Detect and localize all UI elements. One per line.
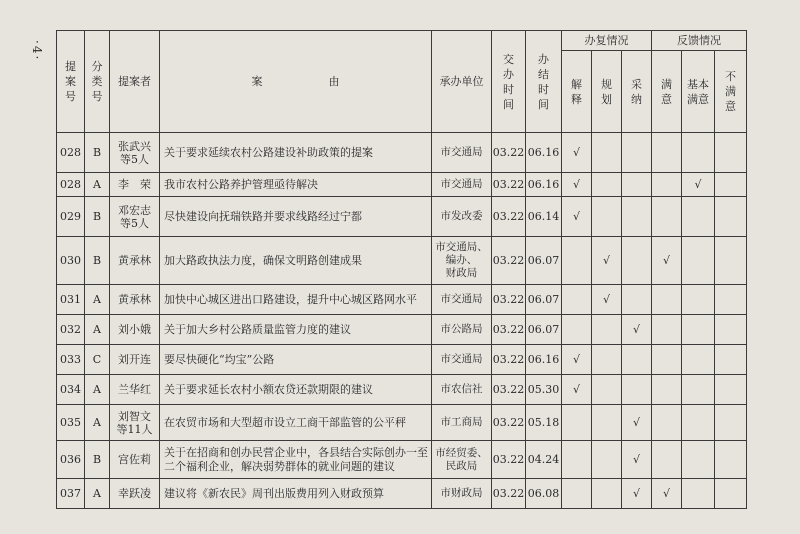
check-cell [622, 345, 652, 375]
check-cell [715, 197, 747, 237]
check-cell [682, 345, 715, 375]
proposer-cell: 宫佐莉 [110, 441, 160, 479]
check-cell [652, 197, 682, 237]
check-cell [562, 237, 592, 285]
date-done-cell: 06.14 [526, 197, 562, 237]
date-received-cell: 03.22 [492, 375, 526, 405]
table-row [57, 405, 747, 441]
header-handling-group: 办复情况 [562, 31, 652, 51]
proposal-no-cell: 028 [57, 173, 85, 197]
unit-cell: 市公路局 [432, 315, 492, 345]
unit-cell: 市经贸委、 民政局 [432, 441, 492, 479]
check-cell [622, 285, 652, 315]
date-done-cell: 05.30 [526, 375, 562, 405]
category-cell: A [85, 375, 110, 405]
check-cell [715, 285, 747, 315]
date-done-cell: 06.16 [526, 173, 562, 197]
check-cell: √ [562, 197, 592, 237]
date-received-cell: 03.22 [492, 197, 526, 237]
header-category: 分 类 号 [85, 31, 110, 133]
check-cell: √ [562, 375, 592, 405]
proposal-no-cell: 031 [57, 285, 85, 315]
check-cell [622, 237, 652, 285]
subject-cell: 尽快建设向抚瑞铁路并要求线路经过宁都 [160, 197, 432, 237]
unit-cell: 市财政局 [432, 479, 492, 509]
check-cell [592, 133, 622, 173]
proposer-cell: 黄承林 [110, 237, 160, 285]
category-cell: B [85, 133, 110, 173]
header-explain: 解 释 [562, 51, 592, 133]
table-row [57, 441, 747, 479]
unit-cell: 市交通局 [432, 173, 492, 197]
date-done-cell: 06.16 [526, 133, 562, 173]
header-date-done: 办 结 时 间 [526, 31, 562, 133]
header-date-received: 交 办 时 间 [492, 31, 526, 133]
check-cell [592, 441, 622, 479]
proposer-cell: 李 荣 [110, 173, 160, 197]
unit-cell: 市工商局 [432, 405, 492, 441]
subject-cell: 在农贸市场和大型超市设立工商干部监管的公平秤 [160, 405, 432, 441]
check-cell [715, 315, 747, 345]
unit-cell: 市交通局 [432, 285, 492, 315]
header-feedback-group: 反馈情况 [652, 31, 747, 51]
header-proposal-no: 提 案 号 [57, 31, 85, 133]
check-cell [682, 375, 715, 405]
proposal-no-cell: 035 [57, 405, 85, 441]
proposer-cell: 张武兴 等5人 [110, 133, 160, 173]
check-cell [715, 345, 747, 375]
category-cell: C [85, 345, 110, 375]
check-cell [652, 345, 682, 375]
table-row [57, 479, 747, 509]
date-done-cell: 06.16 [526, 345, 562, 375]
header-subject: 案 由 [160, 31, 432, 133]
subject-cell: 关于要求延续农村公路建设补助政策的提案 [160, 133, 432, 173]
check-cell: √ [622, 479, 652, 509]
check-cell [682, 479, 715, 509]
date-received-cell: 03.22 [492, 133, 526, 173]
header-unit: 承办单位 [432, 31, 492, 133]
category-cell: A [85, 285, 110, 315]
header-adopt: 采 纳 [622, 51, 652, 133]
check-cell [682, 441, 715, 479]
date-done-cell: 05.18 [526, 405, 562, 441]
unit-cell: 市交通局 [432, 345, 492, 375]
check-cell [652, 315, 682, 345]
check-cell [682, 315, 715, 345]
proposal-no-cell: 028 [57, 133, 85, 173]
check-cell [622, 197, 652, 237]
check-cell [592, 345, 622, 375]
subject-cell: 要尽快硬化“均宝”公路 [160, 345, 432, 375]
check-cell: √ [592, 237, 622, 285]
proposal-no-cell: 037 [57, 479, 85, 509]
check-cell: √ [622, 441, 652, 479]
proposer-cell: 黄承林 [110, 285, 160, 315]
subject-cell: 我市农村公路养护管理亟待解决 [160, 173, 432, 197]
check-cell: √ [652, 479, 682, 509]
date-received-cell: 03.22 [492, 237, 526, 285]
proposer-cell: 邓宏志 等5人 [110, 197, 160, 237]
check-cell [652, 441, 682, 479]
category-cell: B [85, 237, 110, 285]
check-cell [715, 173, 747, 197]
check-cell [715, 375, 747, 405]
unit-cell: 市交通局 [432, 133, 492, 173]
proposer-cell: 刘开连 [110, 345, 160, 375]
proposer-cell: 兰华红 [110, 375, 160, 405]
table-row [57, 345, 747, 375]
date-received-cell: 03.22 [492, 441, 526, 479]
subject-cell: 关于在招商和创办民营企业中，各县结合实际创办一至二个福利企业，解决弱势群体的就业问题的建议 [160, 441, 432, 479]
check-cell [682, 197, 715, 237]
date-received-cell: 03.22 [492, 345, 526, 375]
proposal-no-cell: 033 [57, 345, 85, 375]
date-done-cell: 06.07 [526, 315, 562, 345]
check-cell [682, 237, 715, 285]
table-row [57, 315, 747, 345]
category-cell: B [85, 197, 110, 237]
check-cell [622, 173, 652, 197]
check-cell [562, 285, 592, 315]
check-cell: √ [562, 133, 592, 173]
date-received-cell: 03.22 [492, 173, 526, 197]
category-cell: B [85, 441, 110, 479]
unit-cell: 市农信社 [432, 375, 492, 405]
check-cell [715, 133, 747, 173]
check-cell: √ [592, 285, 622, 315]
proposal-no-cell: 036 [57, 441, 85, 479]
date-received-cell: 03.22 [492, 479, 526, 509]
check-cell: √ [622, 405, 652, 441]
date-received-cell: 03.22 [492, 285, 526, 315]
check-cell [715, 237, 747, 285]
check-cell [562, 405, 592, 441]
subject-cell: 加大路政执法力度，确保文明路创建成果 [160, 237, 432, 285]
check-cell [682, 405, 715, 441]
check-cell [592, 173, 622, 197]
unit-cell: 市交通局、 编办、 财政局 [432, 237, 492, 285]
check-cell [562, 315, 592, 345]
table-row [57, 375, 747, 405]
header-basic-satisfied: 基本 满意 [682, 51, 715, 133]
proposer-cell: 幸跃凌 [110, 479, 160, 509]
page-number: ·4· [30, 40, 44, 62]
proposal-no-cell: 029 [57, 197, 85, 237]
check-cell: √ [682, 173, 715, 197]
check-cell: √ [652, 237, 682, 285]
header-not-satisfied: 不 满 意 [715, 51, 747, 133]
check-cell [652, 405, 682, 441]
proposal-no-cell: 032 [57, 315, 85, 345]
table-row [57, 173, 747, 197]
check-cell [715, 405, 747, 441]
subject-cell: 建议将《新农民》周刊出版费用列入财政预算 [160, 479, 432, 509]
category-cell: A [85, 173, 110, 197]
header-plan: 规 划 [592, 51, 622, 133]
check-cell [652, 173, 682, 197]
subject-cell: 关于加大乡村公路质量监管力度的建议 [160, 315, 432, 345]
check-cell [652, 285, 682, 315]
check-cell [562, 441, 592, 479]
table-row [57, 285, 747, 315]
check-cell [682, 133, 715, 173]
check-cell [592, 375, 622, 405]
date-received-cell: 03.22 [492, 405, 526, 441]
date-done-cell: 06.08 [526, 479, 562, 509]
check-cell: √ [562, 173, 592, 197]
check-cell: √ [562, 345, 592, 375]
check-cell [622, 133, 652, 173]
unit-cell: 市发改委 [432, 197, 492, 237]
check-cell [715, 479, 747, 509]
check-cell [652, 375, 682, 405]
check-cell [592, 479, 622, 509]
check-cell [592, 197, 622, 237]
proposal-table [56, 30, 747, 509]
date-done-cell: 06.07 [526, 237, 562, 285]
check-cell [562, 479, 592, 509]
category-cell: A [85, 405, 110, 441]
date-received-cell: 03.22 [492, 315, 526, 345]
check-cell [682, 285, 715, 315]
subject-cell: 加快中心城区进出口路建设，提升中心城区路网水平 [160, 285, 432, 315]
proposer-cell: 刘小娥 [110, 315, 160, 345]
proposal-no-cell: 030 [57, 237, 85, 285]
table-row [57, 133, 747, 173]
date-done-cell: 06.07 [526, 285, 562, 315]
proposer-cell: 刘智文 等11人 [110, 405, 160, 441]
check-cell: √ [622, 315, 652, 345]
proposal-no-cell: 034 [57, 375, 85, 405]
date-done-cell: 04.24 [526, 441, 562, 479]
check-cell [652, 133, 682, 173]
check-cell [715, 441, 747, 479]
table-row [57, 197, 747, 237]
category-cell: A [85, 315, 110, 345]
header-proposer: 提案者 [110, 31, 160, 133]
check-cell [592, 315, 622, 345]
table-row [57, 237, 747, 285]
category-cell: A [85, 479, 110, 509]
check-cell [622, 375, 652, 405]
check-cell [592, 405, 622, 441]
header-satisfied: 满 意 [652, 51, 682, 133]
subject-cell: 关于要求延长农村小额农贷还款期限的建议 [160, 375, 432, 405]
